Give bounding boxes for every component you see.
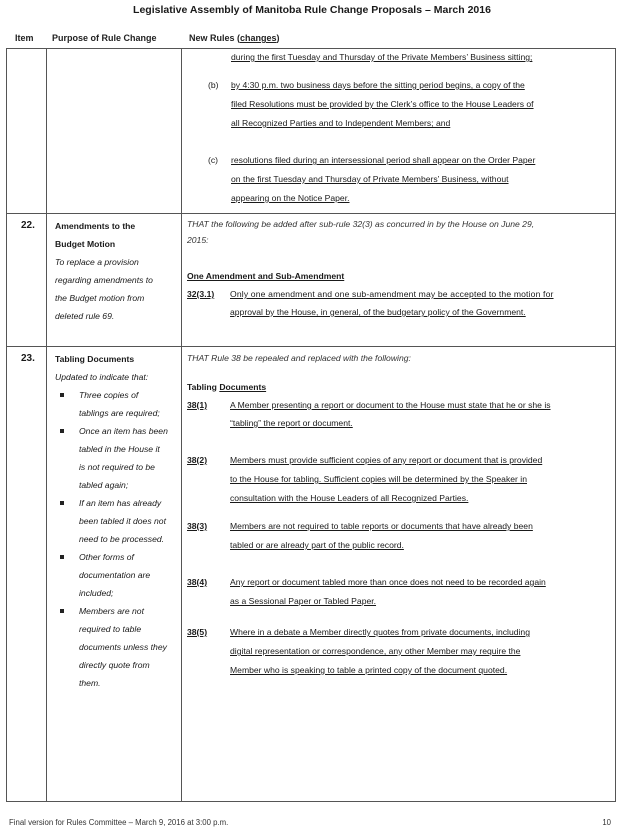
item-22-purpose-line: deleted rule 69. xyxy=(55,311,115,321)
item-23-bullet-list xyxy=(55,386,179,692)
clause-c-label: (c) xyxy=(208,155,219,165)
item-22-intro: THAT the following be added after sub-rule 32(3) as concurred in by the House on June 29, xyxy=(187,219,535,229)
rule-38-2-line: to the House for tabling. Sufficient copies will be determined by the Speaker in xyxy=(230,474,527,484)
bullet-line: tabled again; xyxy=(79,480,129,490)
rule-38-5-line: Where in a debate a Member directly quotes from private documents, including xyxy=(230,627,530,637)
bullet-line: Once an item has been xyxy=(79,426,168,436)
new-rules-changes: changes xyxy=(240,33,277,43)
bullet-line: is not required to be xyxy=(79,462,155,472)
rule-38-2-line: Members must provide sufficient copies of any report or document that is provided xyxy=(230,455,543,465)
clause-b-label: (b) xyxy=(208,80,219,90)
bullet-line: required to table xyxy=(79,624,142,634)
rule-38-2-label: 38(2) xyxy=(187,455,208,465)
rule-label-32-3-1: 32(3.1) xyxy=(187,289,215,299)
new-rules-prefix: New Rules ( xyxy=(189,33,241,43)
item-23-purpose-intro: Updated to indicate that: xyxy=(55,372,149,382)
bullet-line: directly quote from xyxy=(79,660,150,670)
new-rules-suffix: ) xyxy=(276,33,280,43)
row-divider xyxy=(7,346,615,347)
rule-38-2-line: consultation with the House Leaders of all Recognized Parties. xyxy=(230,493,469,503)
bullet-item xyxy=(55,422,179,494)
item-22-heading: Amendments to the xyxy=(55,221,136,231)
bullet-line: tablings are required; xyxy=(79,408,160,418)
column-header-item: Item xyxy=(15,33,34,43)
rule-38-4-line: Any report or document tabled more than once does not need to be recorded again xyxy=(230,577,546,587)
clause-b-line: by 4:30 p.m. two business days before the sitting period begins, a copy of the xyxy=(231,80,525,90)
bullet-item xyxy=(55,494,179,548)
bullet-item xyxy=(55,548,179,602)
bullet-line: Other forms of xyxy=(79,552,134,562)
column-divider xyxy=(181,49,182,801)
rule-38-3-line: tabled or are already part of the public record. xyxy=(230,540,404,550)
bullet-line: been tabled it does not xyxy=(79,516,166,526)
clause-b-line: all Recognized Parties and to Independent Members; and xyxy=(231,118,451,128)
rule-38-4-label: 38(4) xyxy=(187,577,208,587)
column-header-purpose: Purpose of Rule Change xyxy=(52,33,157,43)
rule-38-4-line: as a Sessional Paper or Tabled Paper. xyxy=(230,596,377,606)
column-header-new-rules xyxy=(189,33,280,43)
subheading-underlined: Documents xyxy=(219,382,267,392)
rule-38-5-label: 38(5) xyxy=(187,627,208,637)
column-divider xyxy=(46,49,47,801)
rule-32-3-1-line: approval by the House, in general, of the budgetary policy of the Government. xyxy=(230,307,526,317)
item-22-subheading: One Amendment and Sub-Amendment xyxy=(187,271,345,281)
item-22-intro: 2015: xyxy=(187,235,209,245)
item-23-purpose xyxy=(55,350,179,692)
item-23-heading: Tabling Documents xyxy=(55,354,135,364)
rule-38-5-line: digital representation or correspondence, any other Member may require the xyxy=(230,646,521,656)
bullet-line: documentation are xyxy=(79,570,151,580)
bullet-item xyxy=(55,602,179,692)
clause-c-line: resolutions filed during an intersessional period shall appear on the Order Paper xyxy=(231,155,536,165)
bullet-line: Three copies of xyxy=(79,390,139,400)
bullet-line: them. xyxy=(79,678,101,688)
item-22-heading: Budget Motion xyxy=(55,239,116,249)
clause-c-line: on the first Tuesday and Thursday of Private Members’ Business, without xyxy=(231,174,509,184)
item-23-subheading xyxy=(187,378,266,396)
bullet-line: Members are not xyxy=(79,606,144,616)
bullet-line: If an item has already xyxy=(79,498,162,508)
item-22-purpose-line: To replace a provision xyxy=(55,257,139,267)
bullet-item xyxy=(55,386,179,422)
clause-c-line: appearing on the Notice Paper. xyxy=(231,193,350,203)
item-number-23: 23. xyxy=(21,353,35,364)
rule-38-3-line: Members are not required to table reports or documents that have already been xyxy=(230,521,533,531)
bullet-line: documents unless they xyxy=(79,642,167,652)
item-23-intro: THAT Rule 38 be repealed and replaced with the following: xyxy=(187,353,411,363)
row-divider xyxy=(7,213,615,214)
clause-b-line: filed Resolutions must be provided by the Clerk’s office to the House Leaders of xyxy=(231,99,534,109)
rule-38-3-label: 38(3) xyxy=(187,521,208,531)
item-number-22: 22. xyxy=(21,220,35,231)
subheading-plain: Tabling xyxy=(187,382,220,392)
item-22-purpose xyxy=(55,217,179,325)
rules-table xyxy=(6,48,616,802)
continuation-line-a: during the first Tuesday and Thursday of the Private Members’ Business sitting; xyxy=(231,52,533,62)
item-22-purpose-line: regarding amendments to xyxy=(55,275,153,285)
rule-38-5-line: Member who is speaking to table a printed copy of the document quoted. xyxy=(230,665,508,675)
footer-text: Final version for Rules Committee – March 9, 2016 at 3:00 p.m. xyxy=(9,818,229,827)
page-number: 10 xyxy=(602,818,611,827)
item-22-purpose-line: the Budget motion from xyxy=(55,293,145,303)
rule-38-1-line: A Member presenting a report or document to the House must state that he or she is xyxy=(230,400,551,410)
bullet-line: tabled in the House it xyxy=(79,444,160,454)
bullet-line: included; xyxy=(79,588,114,598)
rule-32-3-1-line: Only one amendment and one sub-amendment may be accepted to the motion for xyxy=(230,289,554,299)
rule-38-1-label: 38(1) xyxy=(187,400,208,410)
document-title: Legislative Assembly of Manitoba Rule Change Proposals – March 2016 xyxy=(133,4,491,16)
bullet-line: need to be processed. xyxy=(79,534,165,544)
rule-38-1-line: “tabling” the report or document. xyxy=(230,418,353,428)
